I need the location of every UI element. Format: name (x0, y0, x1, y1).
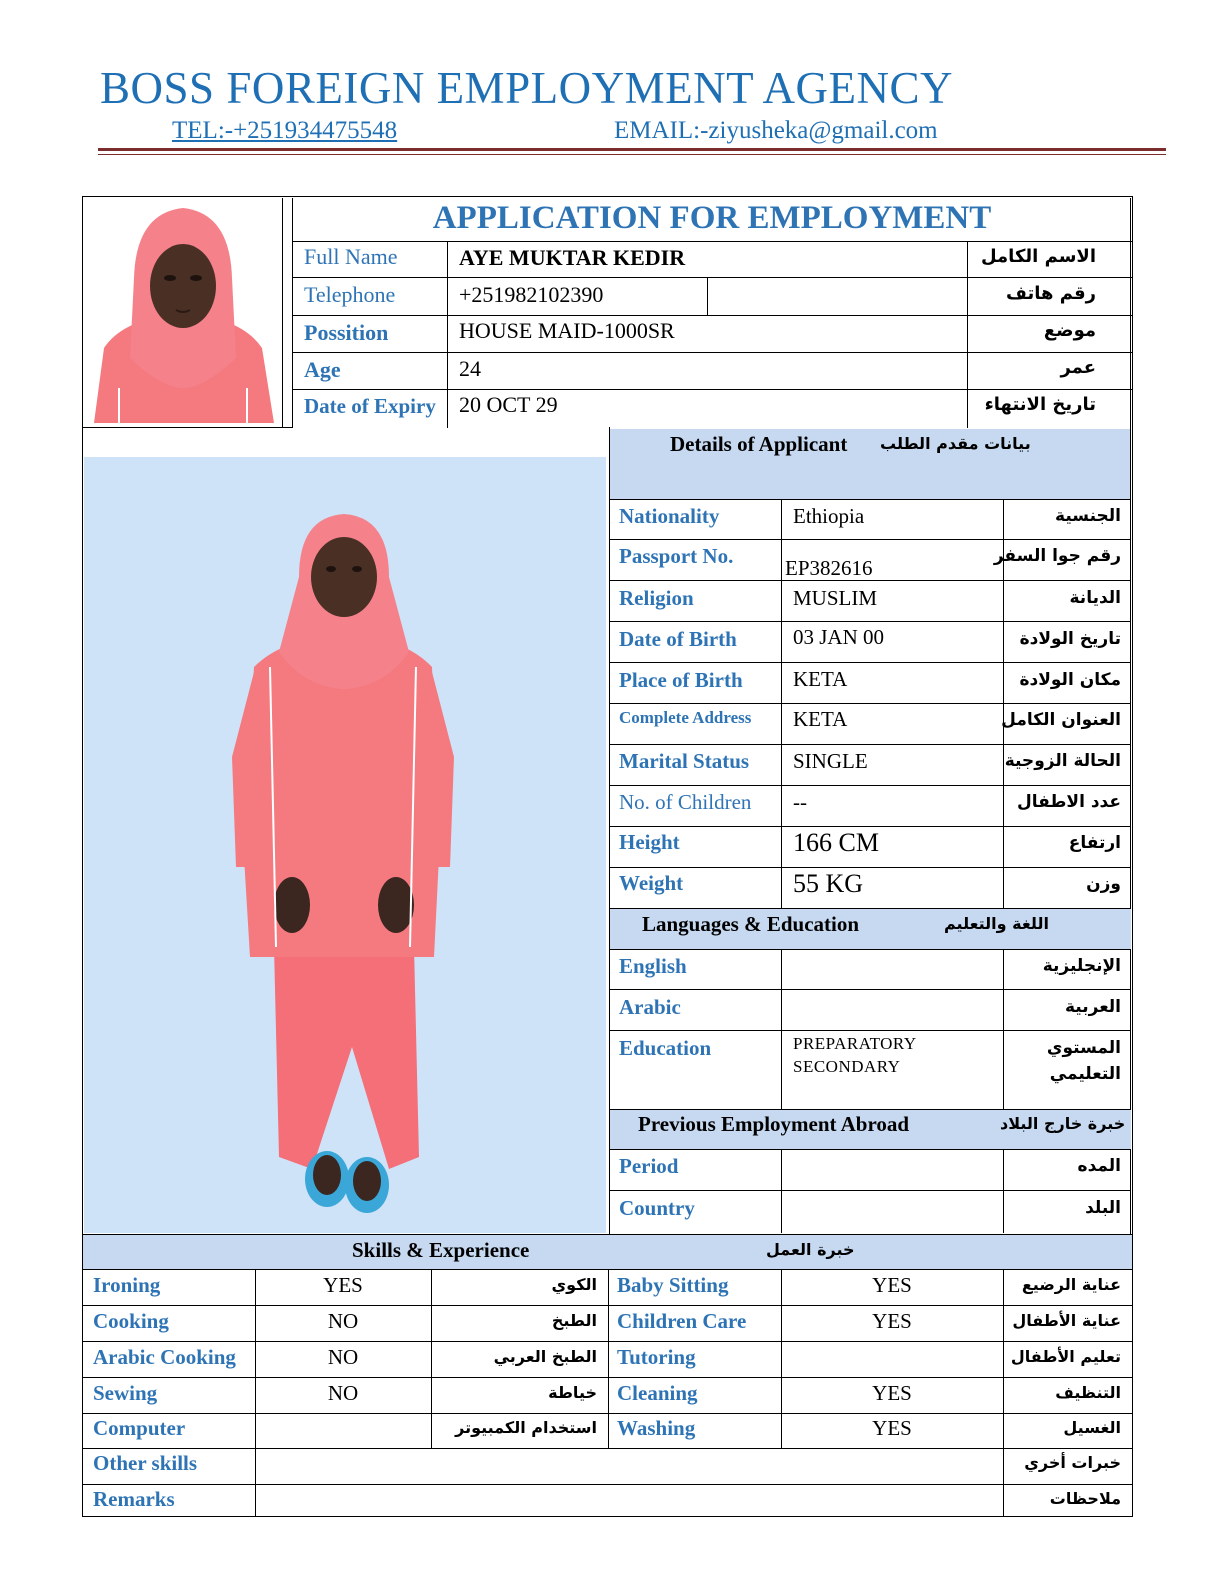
pob-ar: مكان الولادة (1019, 670, 1121, 690)
pob-value: KETA (793, 667, 848, 691)
education-ar-1: المستوي (1046, 1038, 1121, 1058)
skill-cooking-label: Cooking (93, 1309, 169, 1333)
telephone-value: +251982102390 (459, 282, 604, 307)
skill-sewing-value: NO (327, 1381, 359, 1405)
passport-label: Passport No. (619, 544, 734, 568)
other-skills-label: Other skills (93, 1451, 198, 1475)
nationality-ar: الجنسية (1055, 506, 1121, 526)
skill-babysitting-value: YES (872, 1273, 912, 1297)
nationality-label: Nationality (619, 504, 720, 528)
address-label: Complete Address (619, 708, 752, 727)
other-skills-ar: خبرات أخري (1024, 1453, 1121, 1472)
education-ar-2: التعليمي (1049, 1064, 1121, 1084)
dob-value: 03 JAN 00 (793, 625, 885, 649)
skill-computer-label: Computer (93, 1416, 186, 1440)
pob-label: Place of Birth (619, 668, 743, 692)
skill-babysitting-label: Baby Sitting (617, 1273, 729, 1297)
skills-title-ar: خبرة العمل (766, 1240, 855, 1259)
arabic-label: Arabic (619, 995, 681, 1019)
agency-email: EMAIL:-ziyusheka@gmail.com (614, 117, 938, 144)
telephone-ar: رقم هاتف (1006, 283, 1096, 304)
telephone-label: Telephone (304, 282, 396, 307)
arabic-ar: العربية (1064, 997, 1121, 1017)
skill-babysitting-ar: عناية الرضيع (1021, 1275, 1121, 1294)
children-label: No. of Children (619, 790, 752, 814)
education-label: Education (619, 1036, 712, 1060)
age-ar: عمر (1060, 357, 1096, 378)
skill-sewing-ar: خياطة (548, 1383, 597, 1402)
skill-cooking-value: NO (327, 1309, 359, 1333)
passport-ar: رقم جوا السفر (993, 546, 1121, 566)
address-value: KETA (793, 707, 848, 731)
form-title: APPLICATION FOR EMPLOYMENT (432, 200, 992, 236)
skill-ironing-label: Ironing (93, 1273, 161, 1297)
height-ar: ارتفاع (1068, 833, 1121, 853)
skill-sewing-label: Sewing (93, 1381, 158, 1405)
skill-ironing-ar: الكوي (551, 1275, 597, 1294)
period-ar: المده (1077, 1156, 1121, 1176)
skill-cleaning-value: YES (872, 1381, 912, 1405)
nationality-value: Ethiopia (793, 504, 865, 528)
skill-tutoring-label: Tutoring (617, 1345, 696, 1369)
address-ar: العنوان الكامل (1001, 710, 1121, 730)
weight-value: 55 KG (793, 869, 864, 898)
previous-title-ar: خبرة خارج البلاد (1000, 1114, 1126, 1133)
skill-cooking-ar: الطبخ (551, 1311, 597, 1330)
weight-ar: وزن (1086, 874, 1121, 894)
skill-ironing-value: YES (323, 1273, 363, 1297)
languages-title-ar: اللغة والتعليم (944, 914, 1049, 933)
header-rule-thin (98, 154, 1166, 155)
remarks-label: Remarks (93, 1487, 175, 1511)
skill-washing-ar: الغسيل (1063, 1418, 1121, 1437)
full-name-label: Full Name (304, 244, 398, 269)
country-ar: البلد (1085, 1198, 1121, 1218)
english-ar: الإنجليزية (1042, 956, 1121, 976)
age-value: 24 (459, 356, 481, 381)
religion-ar: الديانة (1069, 588, 1121, 608)
skill-washing-label: Washing (617, 1416, 696, 1440)
religion-value: MUSLIM (793, 586, 878, 610)
passport-value: EP382616 (785, 556, 873, 580)
dob-label: Date of Birth (619, 627, 737, 651)
details-title: Details of Applicant (670, 432, 848, 456)
top-field-position (292, 315, 1132, 352)
height-label: Height (619, 830, 680, 854)
expiry-value: 20 OCT 29 (459, 392, 558, 417)
languages-title: Languages & Education (642, 912, 860, 936)
marital-label: Marital Status (619, 749, 750, 773)
skill-computer-ar: استخدام الكمبيوتر (455, 1418, 597, 1437)
country-label: Country (619, 1196, 695, 1220)
skill-childcare-value: YES (872, 1309, 912, 1333)
agency-name: BOSS FOREIGN EMPLOYMENT AGENCY (100, 63, 954, 113)
skill-cleaning-label: Cleaning (617, 1381, 698, 1405)
children-ar: عدد الاطفال (1017, 792, 1121, 812)
top-field-age (292, 352, 1132, 389)
top-field-full-name (292, 241, 1132, 277)
weight-label: Weight (619, 871, 684, 895)
skill-washing-value: YES (872, 1416, 912, 1440)
marital-value: SINGLE (793, 749, 868, 773)
position-value: HOUSE MAID-1000SR (459, 318, 675, 343)
skill-arabic-cooking-value: NO (327, 1345, 359, 1369)
height-value: 166 CM (793, 828, 879, 857)
details-title-ar: بيانات مقدم الطلب (880, 434, 1031, 453)
children-value: -- (793, 790, 807, 814)
skills-title: Skills & Experience (352, 1238, 530, 1262)
skill-arabic-cooking-ar: الطبخ العربي (493, 1347, 597, 1366)
full-body-photo (84, 457, 606, 1233)
skill-childcare-ar: عناية الأطفال (1012, 1311, 1121, 1330)
portrait-photo (84, 198, 282, 423)
full-name-ar: الاسم الكامل (980, 246, 1096, 267)
expiry-label: Date of Expiry (304, 394, 436, 418)
period-label: Period (619, 1154, 679, 1178)
remarks-ar: ملاحظات (1049, 1489, 1121, 1508)
marital-ar: الحالة الزوجية (1004, 751, 1121, 771)
age-label: Age (304, 357, 341, 382)
expiry-ar: تاريخ الانتهاء (984, 394, 1096, 415)
top-field-expiry (292, 389, 1132, 427)
position-ar: موضع (1043, 320, 1096, 341)
full-name-value: AYE MUKTAR KEDIR (459, 245, 686, 270)
dob-ar: تاريخ الولادة (1019, 629, 1121, 649)
english-label: English (619, 954, 687, 978)
agency-telephone[interactable]: TEL:-+251934475548 (172, 117, 398, 144)
education-value-1: PREPARATORY (793, 1034, 917, 1053)
skill-arabic-cooking-label: Arabic Cooking (93, 1345, 236, 1369)
education-value-2: SECONDARY (793, 1057, 901, 1076)
position-label: Possition (304, 320, 389, 345)
previous-title: Previous Employment Abroad (638, 1112, 910, 1136)
religion-label: Religion (619, 586, 694, 610)
skill-childcare-label: Children Care (617, 1309, 747, 1333)
skill-tutoring-ar: تعليم الأطفال (1010, 1347, 1121, 1366)
skill-cleaning-ar: التنظيف (1055, 1383, 1121, 1402)
header-rule (98, 148, 1166, 151)
top-field-telephone (292, 277, 1132, 315)
